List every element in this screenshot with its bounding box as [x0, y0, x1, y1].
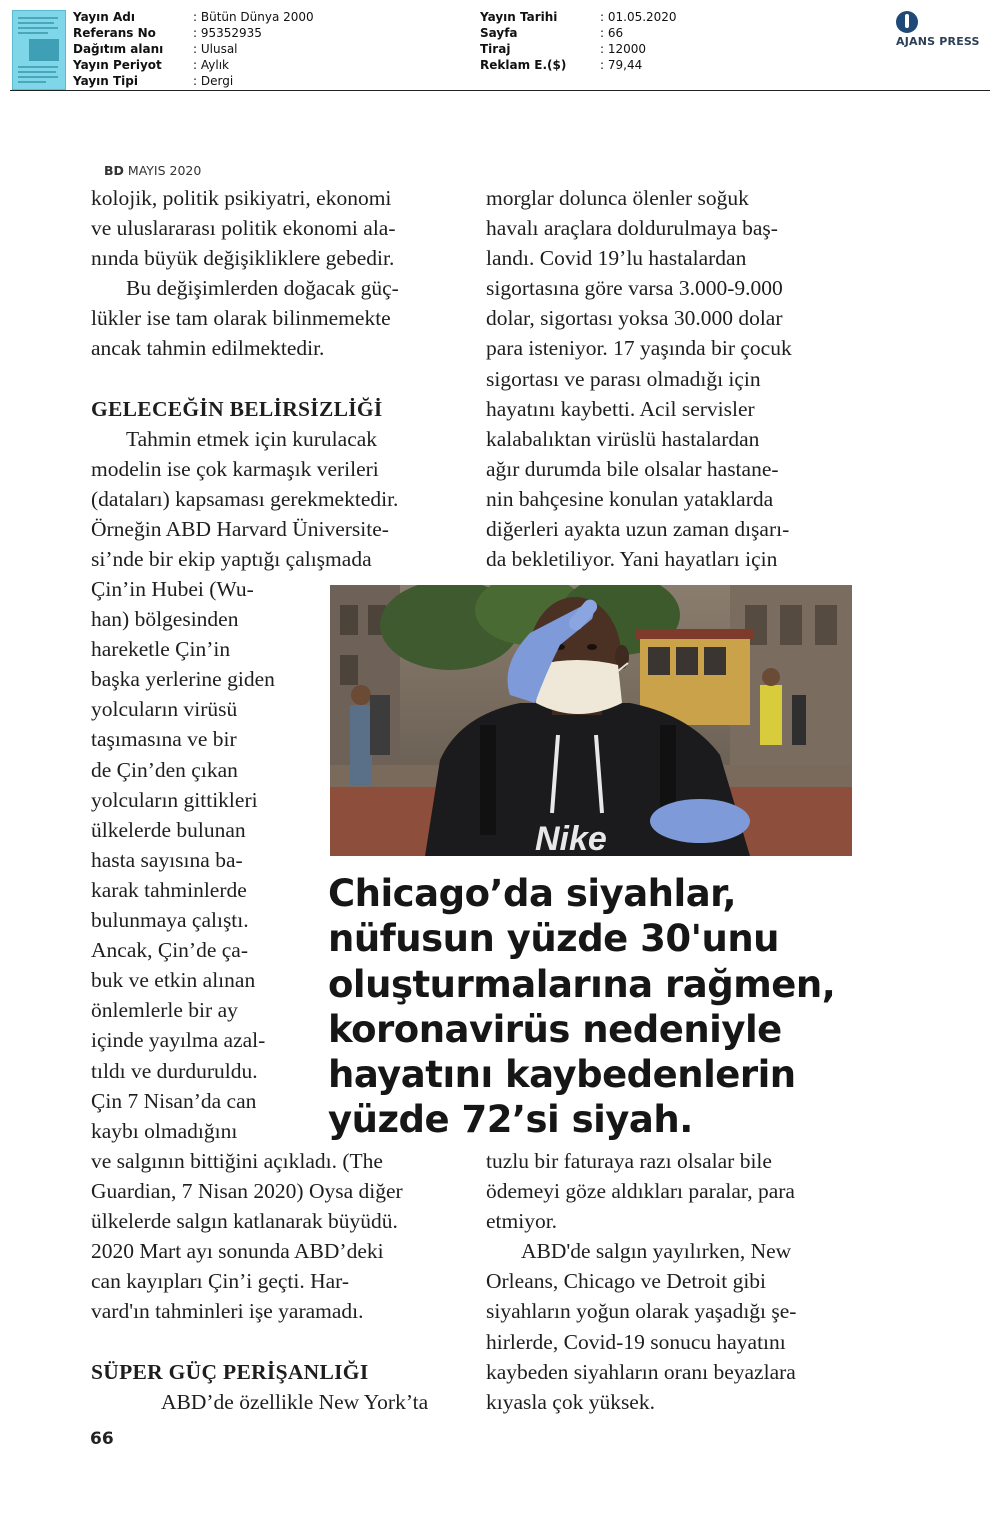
text-line: kalabalıktan virüslü hastalardan: [486, 426, 760, 451]
text-line: hirlerde, Covid-19 sonucu hayatını: [486, 1329, 786, 1354]
ajans-press-logo: AJANS PRESS: [894, 10, 990, 50]
text-line: diğerleri ayakta uzun zaman dışarı-: [486, 517, 790, 542]
text-line: (dataları) kapsaması gerekmektedir.: [91, 486, 399, 511]
page-number: 66: [90, 1429, 114, 1449]
text-line: can kayıpları Çin’i geçti. Har-: [91, 1269, 350, 1294]
metadata-value: : 01.05.2020: [600, 10, 677, 24]
text-line: hayatını kaybetti. Acil servisler: [486, 396, 755, 421]
section-heading-1: GELECEĞİN BELİRSİZLİĞİ: [91, 396, 383, 421]
text-line: yolcuların virüsü: [91, 697, 238, 722]
text-line: Çin 7 Nisan’da can: [91, 1088, 257, 1113]
masked-man-photo: [330, 585, 852, 856]
metadata-value: : Ulusal: [193, 42, 238, 56]
metadata-value: : 79,44: [600, 58, 643, 72]
text-line: para isteniyor. 17 yaşında bir çocuk: [486, 336, 792, 361]
text-line: kaybı olmadığını: [91, 1118, 238, 1143]
metadata-row: [480, 57, 677, 73]
metadata-key: Yayın Adı: [73, 10, 135, 24]
text-line: Ancak, Çin’de ça-: [91, 938, 248, 963]
metadata-row: [73, 57, 314, 73]
text-line: siyahların yoğun olarak yaşadığı şe-: [486, 1299, 797, 1324]
metadata-row: [480, 9, 677, 25]
text-line: ABD'de salgın yayılırken, New: [521, 1239, 792, 1264]
text-line: bulunmaya çalıştı.: [91, 908, 249, 933]
text-line: modelin ise çok karmaşık verileri: [91, 456, 379, 481]
text-line: nin bahçesine konulan yataklarda: [486, 486, 774, 511]
text-line: morglar dolunca ölenler soğuk: [486, 186, 749, 210]
para-5-end: [486, 1146, 796, 1236]
text-line: buk ve etkin alınan: [91, 968, 256, 993]
text-line: sigortasına göre varsa 3.000-9.000: [486, 276, 783, 301]
text-line: taşımasına ve bir: [91, 727, 237, 752]
globe-icon: [896, 11, 918, 33]
text-line: de Çin’den çıkan: [91, 757, 238, 782]
metadata-key: Reklam E.($): [480, 58, 567, 72]
text-line: içinde yayılma azal-: [91, 1028, 266, 1053]
pull-quote: [328, 871, 835, 1143]
para-3: [91, 424, 399, 574]
text-line: hayatını kaybedenlerin: [328, 1053, 796, 1097]
page-thumbnail[interactable]: [12, 10, 66, 90]
text-line: vard'ın tahminleri işe yaramadı.: [91, 1299, 364, 1324]
text-line: havalı araçlara doldurulmaya baş-: [486, 216, 778, 241]
text-line: kıyasla çok yüksek.: [486, 1389, 655, 1414]
para-4: ABD’de özellikle New York’ta: [161, 1389, 429, 1414]
text-line: da bekletiliyor. Yani hayatları için: [486, 547, 778, 572]
metadata-value: : 95352935: [193, 26, 262, 40]
text-line: karak tahminlerde: [91, 877, 247, 902]
text-line: landı. Covid 19’lu hastalardan: [486, 246, 747, 271]
news-photo[interactable]: [330, 585, 852, 856]
text-line: oluşturmalarına rağmen,: [328, 962, 836, 1006]
metadata-right: [480, 9, 677, 73]
para-6: [486, 1236, 796, 1417]
text-line: kaybeden siyahların oranı beyazlara: [486, 1359, 796, 1384]
text-line: sigortası ve parası olmadığı için: [486, 366, 761, 391]
text-line: yolcuların gittikleri: [91, 787, 258, 812]
text-line: hasta sayısına ba-: [91, 847, 243, 872]
para-2: [91, 273, 399, 363]
metadata-key: Tiraj: [480, 42, 511, 56]
metadata-left: [73, 9, 314, 89]
header-divider: [10, 90, 990, 91]
text-line: koronavirüs nedeniyle: [328, 1007, 782, 1051]
column-1-bottom: [91, 1146, 428, 1417]
metadata-key: Yayın Tipi: [73, 74, 138, 88]
text-line: ülkelerde bulunan: [91, 817, 246, 842]
text-line: tıldı ve durduruldu.: [91, 1058, 258, 1083]
shirt-logo-text: Nike: [535, 820, 607, 856]
text-line: hareketle Çin’in: [91, 637, 231, 662]
text-line: Bu değişimlerden doğacak güç-: [126, 276, 399, 301]
text-line: Çin’in Hubei (Wu-: [91, 577, 254, 601]
para-3-wrap: [91, 574, 275, 1146]
text-line: han) bölgesinden: [91, 607, 239, 632]
text-line: 2020 Mart ayı sonunda ABD’deki: [91, 1239, 384, 1264]
column-1-narrow: [91, 574, 275, 1146]
folio: [104, 163, 201, 178]
text-line: kolojik, politik psikiyatri, ekonomi: [91, 186, 392, 210]
text-line: si’nde bir ekip yaptığı çalışmada: [91, 547, 372, 572]
metadata-row: [73, 41, 314, 57]
text-line: Örneğin ABD Harvard Üniversite-: [91, 517, 389, 542]
text-line: Chicago’da siyahlar,: [328, 872, 737, 915]
metadata-row: [73, 73, 314, 89]
column-2-top: [486, 183, 792, 574]
metadata-key: Sayfa: [480, 26, 518, 40]
text-line: lükler ise tam olarak bilinmemekte: [91, 306, 391, 331]
text-line: ancak tahmin edilmektedir.: [91, 336, 325, 361]
metadata-value: : Bütün Dünya 2000: [193, 10, 314, 24]
text-line: başka yerlerine giden: [91, 667, 275, 692]
metadata-value: : 12000: [600, 42, 647, 56]
column-1-top: [91, 183, 399, 574]
text-line: dolar, sigortası yoksa 30.000 dolar: [486, 306, 783, 331]
text-line: ülkelerde salgın katlanarak büyüdü.: [91, 1209, 398, 1234]
metadata-value: : Aylık: [193, 58, 229, 72]
para-5: [486, 183, 792, 574]
metadata-key: Yayın Tarihi: [480, 10, 558, 24]
text-line: Orleans, Chicago ve Detroit gibi: [486, 1269, 767, 1294]
text-line: ödemeyi göze aldıkları paralar, para: [486, 1179, 795, 1204]
text-line: ve uluslararası politik ekonomi ala-: [91, 216, 396, 241]
text-line: önlemlerle bir ay: [91, 998, 238, 1023]
metadata-row: [480, 25, 677, 41]
metadata-value: : 66: [600, 26, 624, 40]
clipping-header: [0, 0, 1000, 92]
text-line: ve salgının bittiğini açıkladı. (The: [91, 1149, 383, 1173]
text-line: ağır durumda bile olsalar hastane-: [486, 456, 779, 481]
text-line: Tahmin etmek için kurulacak: [126, 426, 378, 451]
metadata-row: [480, 41, 677, 57]
folio-brand: BD: [104, 163, 124, 178]
text-line: Guardian, 7 Nisan 2020) Oysa diğer: [91, 1179, 403, 1204]
metadata-key: Referans No: [73, 26, 156, 40]
text-line: nında büyük değişikliklere gebedir.: [91, 246, 395, 271]
column-2-bottom: [486, 1146, 796, 1417]
para-3-end: [91, 1146, 428, 1327]
metadata-key: Dağıtım alanı: [73, 42, 164, 56]
section-heading-2: SÜPER GÜÇ PERİŞANLIĞI: [91, 1359, 369, 1384]
metadata-value: : Dergi: [193, 74, 234, 88]
folio-date: MAYIS 2020: [127, 163, 202, 178]
para-1: [91, 183, 399, 273]
text-line: yüzde 72’si siyah.: [328, 1098, 693, 1142]
text-line: tuzlu bir faturaya razı olsalar bile: [486, 1149, 772, 1173]
metadata-row: [73, 9, 314, 25]
metadata-row: [73, 25, 314, 41]
text-line: nüfusun yüzde 30'unu: [328, 917, 780, 961]
text-line: etmiyor.: [486, 1209, 558, 1234]
metadata-key: Yayın Periyot: [73, 58, 162, 72]
